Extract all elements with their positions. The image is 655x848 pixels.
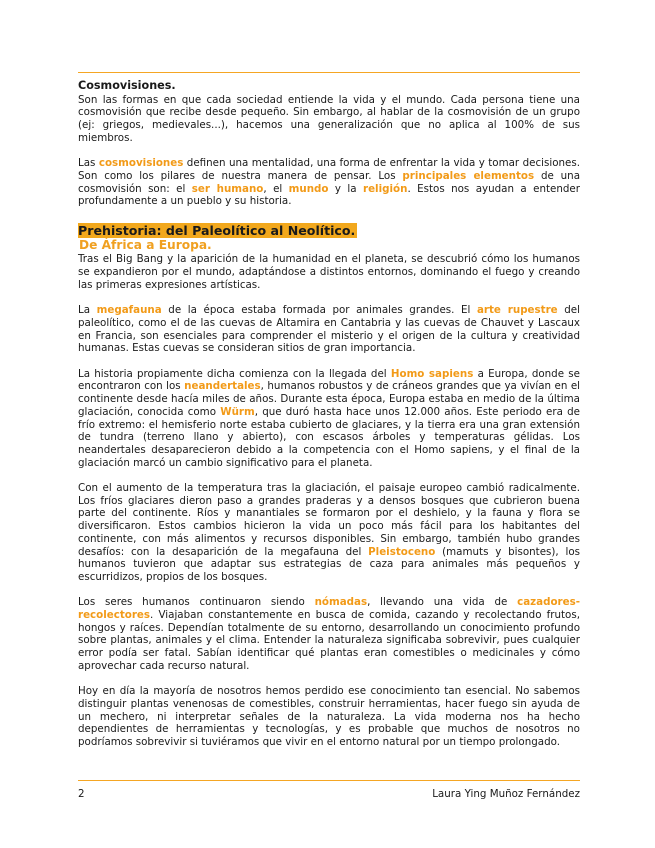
paragraph: La historia propiamente dicha comienza con la llegada del Homo sapiens a Europa, donde se encontraron con los neandertales, humanos robustos y de cráneos grandes que ya vivían en el continente desde hacía miles de años. Durante esta época, Europa estaba en medio de la última glaciación, conocida como Würm, que duró hasta hace unos 12.000 años. Este periodo era de frío extremo: el hemisferio norte estaba cubierto de glaciares, y la tierra era una gran extensión de tundra (terreno llano y abierto), con escasos árboles y temperaturas gélidas. Los neandertales desaparecieron debido a la competencia con el Homo sapiens, y el final de la glaciación marcó un cambio significativo para el planeta. [78,367,581,469]
highlight-term: megafauna [96,304,162,317]
page-footer [78,788,580,800]
header-rule [78,72,580,73]
paragraph: Los seres humanos continuaron siendo nómadas, llevando una vida de cazadores-recolectores. Viajaban constantemente en busca de comida, cazando y recolectando frutos, hongos y raíces. Dependían totalmente de su entorno, desarrollando un conocimiento profundo sobre plantas, animales y el clima. Entender la naturaleza significaba sobrevivir, pues cualquier error podía ser fatal. Sabían identificar qué plantas eran comestibles o medicinales y cómo aprovechar cada recurso natural. [78,596,581,672]
author-name: Laura Ying Muñoz Fernández [432,788,580,800]
highlight-term: cazadores-recolectores [78,596,581,622]
paragraph: Las cosmovisiones definen una mentalidad, una forma de enfrentar la vida y tomar decisiones. Son como los pilares de nuestra manera de pensar. Los principales elementos de una cosmovisión son: el ser humano, el mundo y la religión. Estos nos ayudan a entender profundamente a un pueblo y su historia. [78,157,581,208]
highlight-term: Homo sapiens [390,367,474,380]
heading-prehistoria: Prehistoria: del Paleolítico al Neolítico. [78,222,356,238]
heading-cosmovisiones: Cosmovisiones. [78,79,176,92]
highlight-term: Würm [220,405,255,418]
paragraph: Tras el Big Bang y la aparición de la humanidad en el planeta, se descubrió cómo los humanos se expandieron por el mundo, adaptándose a distintos entornos, dominando el fuego y creando las primeras expresiones artísticas. [78,253,580,291]
page-number: 2 [78,788,85,800]
highlight-term: religión [363,182,408,195]
paragraph: Hoy en día la mayoría de nosotros hemos perdido ese conocimiento tan esencial. No sabemos distinguir plantas venenosas de comestibles, construir herramientas, hacer fuego sin ayuda de un mechero, ni interpretar señales de la naturaleza. La vida moderna nos ha hecho dependientes de herramientas y tecnologías, y es probable que muchos de nosotros no podríamos sobrevivir si tuviéramos que vivir en el entorno natural por un tiempo prolongado. [78,685,580,749]
highlight-term: cosmovisiones [98,157,184,170]
highlight-term: arte rupestre [476,304,558,317]
subheading-africa-europa: De África a Europa. [79,238,212,253]
highlight-term: ser humano [191,182,264,195]
highlight-term: principales elementos [402,169,535,182]
paragraph: Son las formas en que cada sociedad entiende la vida y el mundo. Cada persona tiene una cosmovisión que recibe desde pequeño. Sin embargo, al hablar de la cosmovisión de un grupo (ej: griegos, medievales...), hacemos una generalización que no aplica al 100% de sus miembros. [78,93,580,144]
highlight-term: Pleistoceno [368,545,436,558]
highlight-term: neandertales [184,380,261,393]
highlight-term: nómadas [314,596,368,609]
footer-rule [78,780,580,781]
highlight-term: mundo [288,182,329,195]
paragraph: Con el aumento de la temperatura tras la glaciación, el paisaje europeo cambió radicalmente. Los fríos glaciares dieron paso a grandes praderas y a densos bosques que cubrieron buena parte del continente. Ríos y manantiales se formaron por el deshielo, y la fauna y flora se diversificaron. Estos cambios hicieron la vida un poco más fácil para los habitantes del continente, con más alimentos y recursos disponibles. Sin embargo, también hubo grandes desafíos: con la desaparición de la megafauna del Pleistoceno (mamuts y bisontes), los humanos tuvieron que adaptar sus estrategias de caza para animales más pequeños y escurridizos, propios de los bosques. [78,482,580,583]
paragraph: La megafauna de la época estaba formada por animales grandes. El arte rupestre del paleolítico, como el de las cuevas de Altamira en Cantabria y las cuevas de Chauvet y Lascaux en Francia, son esenciales para comprender el misterio y el origen de la cultura y creatividad humanas. Estas cuevas se consideran sitios de gran importancia. [78,304,580,355]
page-content [78,80,580,761]
